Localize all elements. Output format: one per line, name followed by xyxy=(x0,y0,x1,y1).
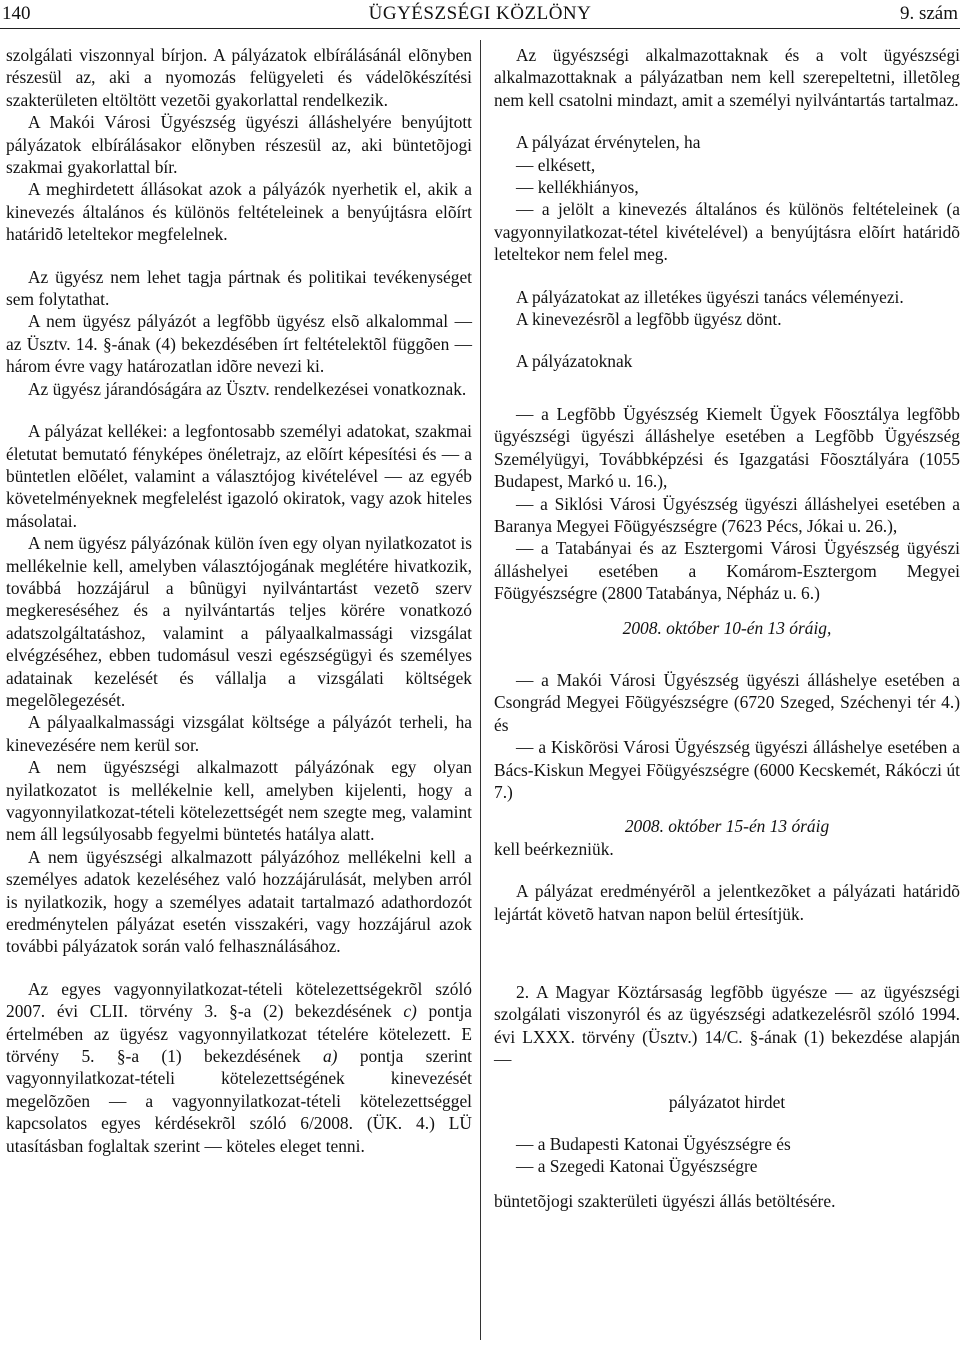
header-rule xyxy=(0,28,960,29)
paragraph: A pályázatoknak xyxy=(516,351,633,372)
announcement-title: pályázatot hirdet xyxy=(668,1091,786,1112)
paragraph xyxy=(6,978,472,1157)
paragraph-text: pontja szerint vagyonnyilatkozat-tételi kötelezettségének kinevezését megelõzõen — a vagyonnyilatkozat-tételi kötelezettséggel kapcsolatos egyes kérdésekrõl szóló 6/2008. (ÜK. 4.) LÜ utasításban foglaltak szerint — köteles eleget tenni. xyxy=(6,1046,472,1156)
paragraph: A nem ügyész pályázót a legfõbb ügyész elsõ alkalommal — az Üsztv. 14. §-ának (4) bekezdésében írt feltételektõl függõen — három évre vagy határozatlan idõre nevezi ki. xyxy=(6,311,472,377)
deadline: 2008. október 15-én 13 óráig xyxy=(624,816,830,837)
paragraph: 2. A Magyar Köztársaság legfõbb ügyésze — az ügyészségi szolgálati viszonyról és az ügyészségi adatkezelésrõl szóló 1994. évi LXXX. törvény (Üsztv.) 14/C. §-ának (1) bekezdése alapján — xyxy=(494,982,960,1070)
column-divider xyxy=(480,40,481,1340)
paragraph: — a jelölt a kinevezés általános és különös feltételeinek (a vagyonnyilatkozat-tétel kivételével) a benyújtásra elõírt határidõ leteltekor nem felel meg. xyxy=(494,199,960,265)
paragraph: A nem ügyészségi alkalmazott pályázóhoz mellékelni kell a személyes adatok kezeléséhez való hozzájárulását, melyben arról is nyilatkozik, hogy a személyes adatait tartalmazó adathordozót eredménytelen pályázat esetén visszakéri, vagy hozzájárul azok további pályázatok során való felhasználásához. xyxy=(6,846,472,957)
paragraph: — a Kiskõrösi Városi Ügyészség ügyészi álláshelye esetében a Bács-Kiskun Megyei Fõügyészségre (6000 Kecskemét, Rákóczi út 7.) xyxy=(494,737,960,802)
journal-title: ÜGYÉSZSÉGI KÖZLÖNY xyxy=(368,3,592,24)
page-header xyxy=(0,0,960,30)
paragraph-text: a) xyxy=(322,1046,338,1067)
paragraph: A nem ügyész pályázónak külön íven egy olyan nyilatkozatot is mellékelnie kell, amelyben választójogának meglétére hivatkozik, továbbá hozzájárul a bûnügyi nyilvántartást vezetõ szerv megkereséséhez és a nyilvántartás teljes körére vonatkozó adatszolgáltatáshoz, valamint a pályaalkalmassági vizsgálat elvégzéséhez, ebben tudomásul veszi egészségügyi és személyes adatainak kezelését és vállalja a vizsgálati költségek megelõlegezését. xyxy=(6,533,472,710)
paragraph: A pályázatokat az illetékes ügyészi tanács véleményezi. xyxy=(516,286,904,307)
paragraph: — a Tatabányai és az Esztergomi Városi Ügyészség ügyészi álláshelyei esetében a Komárom-Esztergom Megyei Fõügyészségre (2800 Tatabánya, Népház u. 6.) xyxy=(494,538,960,604)
paragraph: Az ügyészségi alkalmazottaknak és a volt ügyészségi alkalmazottaknak a pályázatban nem kell szerepeltetni, illetõleg nem kell csatolni mindazt, amit a személyi nyilvántartás tartalmaz. xyxy=(494,45,960,110)
paragraph: A nem ügyészségi alkalmazott pályázónak egy olyan nyilatkozatot is mellékelnie kell, amelyben kijelenti, hogy a vagyonnyilatkozat-tételi kötelezettségét nem szegte meg, valamint nem áll legsúlyosabb fegyelmi büntetés hatálya alatt. xyxy=(6,757,472,845)
paragraph-text: Az egyes vagyonnyilatkozat-tételi kötelezettségekrõl szóló 2007. évi CLII. törvény 3. §-a (2) bekezdésének xyxy=(6,978,472,1022)
paragraph: A pályaalkalmassági vizsgálat költsége a pályázót terheli, ha kinevezésére nem kerül sor. xyxy=(6,712,472,755)
paragraph: A Makói Városi Ügyészség ügyészi álláshelyére benyújtott pályázatok elbírálásakor elõnyben részesül az, aki büntetõjogi szakmai gyakorlattal bír. xyxy=(6,112,472,178)
paragraph: A pályázat eredményérõl a jelentkezõket a pályázati határidõ lejártát követõ hatvan napon belül értesítjük. xyxy=(494,881,960,924)
deadline: 2008. október 10-én 13 óráig, xyxy=(622,617,832,638)
paragraph: A meghirdetett állásokat azok a pályázók nyerhetik el, akik a kinevezés általános és különös feltételeinek a benyújtásra elõírt határidõ leteltekor megfelelnek. xyxy=(6,179,472,245)
paragraph: A pályázat érvénytelen, ha xyxy=(516,132,701,153)
paragraph: büntetõjogi szakterületi ügyészi állás betöltésére. xyxy=(494,1190,836,1211)
right-column xyxy=(494,44,960,1212)
paragraph: Az ügyész járandóságára az Üsztv. rendelkezései vonatkoznak. xyxy=(28,378,467,399)
paragraph-text: c) xyxy=(403,1001,417,1022)
paragraph: — a Makói Városi Ügyészség ügyészi álláshelye esetében a Csongrád Megyei Fõügyészségre (6720 Szeged, Széchenyi tér 4.) és xyxy=(494,669,960,735)
paragraph-text: pontja értelmében az ügyész vagyonnyilatkozat tételére kötelezett. E törvény 5. §-a (1) bekezdésének xyxy=(6,1001,472,1067)
page-number: 140 xyxy=(2,3,31,24)
issue-number: 9. szám xyxy=(899,3,958,24)
paragraph: — a Legfõbb Ügyészség Kiemelt Ügyek Fõosztálya legfõbb ügyészségi ügyészi álláshelye esetében a Legfõbb Ügyészség Személyügyi, Továbbképzési és Igazgatási Fõosztályára (1055 Budapest, Markó u. 16.), xyxy=(494,403,960,492)
left-column xyxy=(6,44,472,1157)
paragraph: A kinevezésrõl a legfõbb ügyész dönt. xyxy=(516,309,782,330)
paragraph: — elkésett, xyxy=(516,154,596,175)
paragraph: szolgálati viszonnyal bírjon. A pályázatok elbírálásánál elõnyben részesül az, aki a nyomozás felügyeleti és vádelõkészítési szakterületen eltöltött vezetõi gyakorlattal rendelkezik. xyxy=(6,45,472,110)
paragraph: — a Siklósi Városi Ügyészség ügyészi álláshelyei esetében a Baranya Megyei Fõügyészségre (7623 Pécs, Jókai u. 26.), xyxy=(494,493,960,536)
paragraph: — a Budapesti Katonai Ügyészségre és xyxy=(516,1134,791,1155)
paragraph: kell beérkezniük. xyxy=(494,838,614,859)
paragraph: Az ügyész nem lehet tagja pártnak és politikai tevékenységet sem folytathat. xyxy=(6,266,472,310)
paragraph: — kellékhiányos, xyxy=(516,177,639,198)
paragraph: — a Szegedi Katonai Ügyészségre xyxy=(516,1156,758,1177)
paragraph: A pályázat kellékei: a legfontosabb személyi adatokat, szakmai életutat bemutató fényképes önéletrajz, az elõírt képesítési és — a büntetlen elõélet, valamint a választójog kivételével — az egyéb követelményeknek megfelelést igazoló okiratok, vagy azok hiteles másolatai. xyxy=(6,421,472,531)
